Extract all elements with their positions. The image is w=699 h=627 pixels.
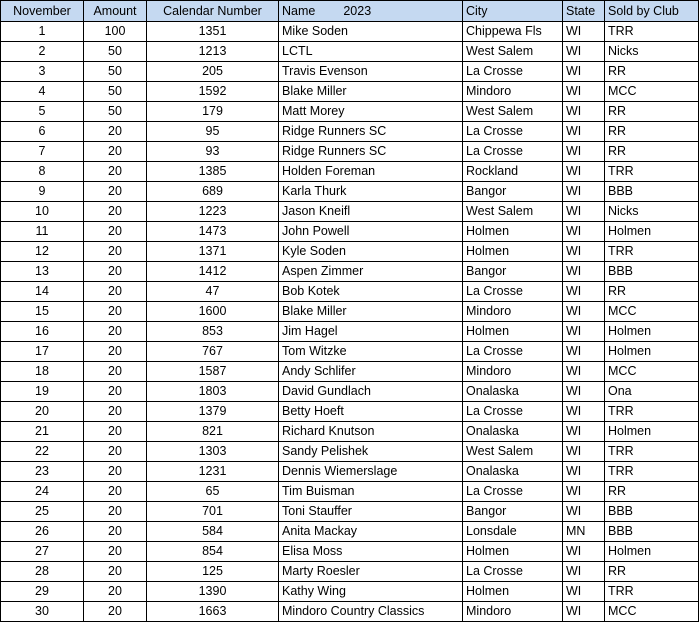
cell-calendar-number: 1371 [147, 242, 279, 262]
cell-calendar-number: 125 [147, 562, 279, 582]
cell-state: WI [563, 282, 605, 302]
cell-amount: 50 [84, 102, 147, 122]
cell-state: WI [563, 202, 605, 222]
table-row [1, 42, 699, 62]
cell-name: Marty Roesler [279, 562, 463, 582]
cell-state: WI [563, 222, 605, 242]
header-state: State [563, 1, 605, 22]
table-row [1, 282, 699, 302]
cell-calendar-number: 821 [147, 422, 279, 442]
cell-name: Tom Witzke [279, 342, 463, 362]
cell-state: WI [563, 122, 605, 142]
cell-name: Richard Knutson [279, 422, 463, 442]
cell-state: WI [563, 82, 605, 102]
cell-sold-by-club: RR [605, 102, 699, 122]
table-row [1, 462, 699, 482]
cell-state: WI [563, 322, 605, 342]
cell-november: 2 [1, 42, 84, 62]
cell-city: Mindoro [463, 82, 563, 102]
table-row [1, 542, 699, 562]
cell-name: Jason Kneifl [279, 202, 463, 222]
cell-city: Bangor [463, 182, 563, 202]
cell-sold-by-club: Nicks [605, 42, 699, 62]
cell-city: Bangor [463, 262, 563, 282]
cell-amount: 20 [84, 542, 147, 562]
cell-calendar-number: 1663 [147, 602, 279, 622]
cell-sold-by-club: TRR [605, 582, 699, 602]
table-row [1, 582, 699, 602]
cell-city: Holmen [463, 582, 563, 602]
cell-calendar-number: 179 [147, 102, 279, 122]
table-row [1, 222, 699, 242]
cell-sold-by-club: BBB [605, 262, 699, 282]
cell-calendar-number: 1223 [147, 202, 279, 222]
cell-sold-by-club: Holmen [605, 422, 699, 442]
cell-city: La Crosse [463, 142, 563, 162]
cell-amount: 20 [84, 422, 147, 442]
cell-november: 22 [1, 442, 84, 462]
cell-city: La Crosse [463, 282, 563, 302]
table-row [1, 62, 699, 82]
cell-calendar-number: 1592 [147, 82, 279, 102]
table-row [1, 82, 699, 102]
cell-city: West Salem [463, 442, 563, 462]
cell-city: Bangor [463, 502, 563, 522]
cell-state: WI [563, 582, 605, 602]
cell-amount: 20 [84, 362, 147, 382]
cell-state: WI [563, 402, 605, 422]
cell-amount: 20 [84, 122, 147, 142]
cell-amount: 20 [84, 442, 147, 462]
table-row [1, 482, 699, 502]
cell-city: La Crosse [463, 562, 563, 582]
cell-state: WI [563, 482, 605, 502]
cell-name: David Gundlach [279, 382, 463, 402]
cell-amount: 20 [84, 342, 147, 362]
cell-sold-by-club: RR [605, 282, 699, 302]
cell-calendar-number: 584 [147, 522, 279, 542]
cell-november: 21 [1, 422, 84, 442]
cell-sold-by-club: Nicks [605, 202, 699, 222]
cell-state: WI [563, 142, 605, 162]
cell-november: 16 [1, 322, 84, 342]
cell-state: WI [563, 542, 605, 562]
cell-november: 18 [1, 362, 84, 382]
cell-city: Holmen [463, 542, 563, 562]
table-row [1, 322, 699, 342]
cell-amount: 20 [84, 322, 147, 342]
header-year-label: 2023 [343, 4, 372, 18]
cell-calendar-number: 689 [147, 182, 279, 202]
cell-city: West Salem [463, 202, 563, 222]
cell-name: Holden Foreman [279, 162, 463, 182]
cell-name: Bob Kotek [279, 282, 463, 302]
cell-state: MN [563, 522, 605, 542]
cell-name: Dennis Wiemerslage [279, 462, 463, 482]
cell-amount: 20 [84, 482, 147, 502]
cell-name: Karla Thurk [279, 182, 463, 202]
cell-amount: 50 [84, 62, 147, 82]
cell-state: WI [563, 422, 605, 442]
cell-city: West Salem [463, 42, 563, 62]
cell-calendar-number: 1600 [147, 302, 279, 322]
cell-november: 26 [1, 522, 84, 542]
cell-name: Toni Stauffer [279, 502, 463, 522]
cell-city: West Salem [463, 102, 563, 122]
cell-state: WI [563, 302, 605, 322]
cell-sold-by-club: MCC [605, 302, 699, 322]
cell-state: WI [563, 562, 605, 582]
cell-name: Anita Mackay [279, 522, 463, 542]
cell-amount: 20 [84, 582, 147, 602]
cell-state: WI [563, 42, 605, 62]
cell-november: 20 [1, 402, 84, 422]
cell-calendar-number: 1473 [147, 222, 279, 242]
cell-sold-by-club: Holmen [605, 342, 699, 362]
cell-state: WI [563, 462, 605, 482]
table-row [1, 362, 699, 382]
cell-name: Ridge Runners SC [279, 142, 463, 162]
cell-november: 10 [1, 202, 84, 222]
cell-calendar-number: 767 [147, 342, 279, 362]
cell-city: Lonsdale [463, 522, 563, 542]
cell-amount: 20 [84, 462, 147, 482]
cell-sold-by-club: TRR [605, 162, 699, 182]
table-row [1, 182, 699, 202]
cell-amount: 20 [84, 222, 147, 242]
cell-november: 27 [1, 542, 84, 562]
cell-amount: 100 [84, 22, 147, 42]
cell-state: WI [563, 442, 605, 462]
table-row [1, 382, 699, 402]
cell-sold-by-club: Ona [605, 382, 699, 402]
table-row [1, 162, 699, 182]
cell-calendar-number: 205 [147, 62, 279, 82]
cell-name: Jim Hagel [279, 322, 463, 342]
cell-name: Blake Miller [279, 302, 463, 322]
cell-calendar-number: 853 [147, 322, 279, 342]
cell-calendar-number: 1231 [147, 462, 279, 482]
cell-amount: 20 [84, 302, 147, 322]
cell-november: 8 [1, 162, 84, 182]
cell-state: WI [563, 62, 605, 82]
table-row [1, 202, 699, 222]
cell-state: WI [563, 602, 605, 622]
header-name-label: Name [282, 4, 316, 18]
cell-name: Travis Evenson [279, 62, 463, 82]
cell-november: 24 [1, 482, 84, 502]
cell-city: Onalaska [463, 382, 563, 402]
cell-amount: 20 [84, 142, 147, 162]
cell-sold-by-club: TRR [605, 402, 699, 422]
cell-amount: 20 [84, 182, 147, 202]
table-row [1, 22, 699, 42]
cell-city: Chippewa Fls [463, 22, 563, 42]
cell-amount: 20 [84, 282, 147, 302]
cell-amount: 20 [84, 402, 147, 422]
cell-amount: 50 [84, 42, 147, 62]
table-row [1, 602, 699, 622]
cell-amount: 20 [84, 602, 147, 622]
cell-city: Mindoro [463, 602, 563, 622]
cell-calendar-number: 93 [147, 142, 279, 162]
cell-sold-by-club: TRR [605, 22, 699, 42]
cell-city: La Crosse [463, 62, 563, 82]
cell-november: 14 [1, 282, 84, 302]
cell-name: Matt Morey [279, 102, 463, 122]
cell-state: WI [563, 362, 605, 382]
cell-name: Ridge Runners SC [279, 122, 463, 142]
table-row [1, 442, 699, 462]
cell-name: Tim Buisman [279, 482, 463, 502]
cell-amount: 50 [84, 82, 147, 102]
cell-calendar-number: 854 [147, 542, 279, 562]
cell-sold-by-club: MCC [605, 602, 699, 622]
cell-calendar-number: 1803 [147, 382, 279, 402]
cell-november: 30 [1, 602, 84, 622]
cell-november: 12 [1, 242, 84, 262]
cell-name: John Powell [279, 222, 463, 242]
table-row [1, 142, 699, 162]
cell-sold-by-club: RR [605, 482, 699, 502]
table-row [1, 422, 699, 442]
cell-city: Onalaska [463, 462, 563, 482]
cell-sold-by-club: TRR [605, 462, 699, 482]
cell-name: Mindoro Country Classics [279, 602, 463, 622]
cell-sold-by-club: RR [605, 122, 699, 142]
cell-sold-by-club: BBB [605, 502, 699, 522]
cell-name: Kyle Soden [279, 242, 463, 262]
cell-name: Sandy Pelishek [279, 442, 463, 462]
cell-sold-by-club: TRR [605, 242, 699, 262]
header-row [1, 1, 699, 22]
cell-amount: 20 [84, 162, 147, 182]
cell-calendar-number: 1303 [147, 442, 279, 462]
cell-sold-by-club: RR [605, 142, 699, 162]
cell-calendar-number: 1385 [147, 162, 279, 182]
cell-name: Kathy Wing [279, 582, 463, 602]
cell-sold-by-club: RR [605, 62, 699, 82]
header-name [279, 1, 463, 22]
cell-november: 15 [1, 302, 84, 322]
header-amount: Amount [84, 1, 147, 22]
cell-november: 23 [1, 462, 84, 482]
cell-calendar-number: 1351 [147, 22, 279, 42]
header-calendar-number: Calendar Number [147, 1, 279, 22]
cell-amount: 20 [84, 522, 147, 542]
cell-name: Elisa Moss [279, 542, 463, 562]
cell-sold-by-club: MCC [605, 82, 699, 102]
cell-calendar-number: 1412 [147, 262, 279, 282]
header-sold-by-club: Sold by Club [605, 1, 699, 22]
cell-november: 25 [1, 502, 84, 522]
cell-calendar-number: 1587 [147, 362, 279, 382]
cell-november: 7 [1, 142, 84, 162]
cell-november: 6 [1, 122, 84, 142]
table-row [1, 342, 699, 362]
cell-calendar-number: 47 [147, 282, 279, 302]
cell-state: WI [563, 162, 605, 182]
cell-november: 4 [1, 82, 84, 102]
table-row [1, 522, 699, 542]
cell-name: Betty Hoeft [279, 402, 463, 422]
cell-november: 11 [1, 222, 84, 242]
cell-city: La Crosse [463, 482, 563, 502]
cell-november: 28 [1, 562, 84, 582]
cell-state: WI [563, 242, 605, 262]
table-body [1, 22, 699, 622]
cell-sold-by-club: BBB [605, 522, 699, 542]
table-row [1, 242, 699, 262]
cell-name: Mike Soden [279, 22, 463, 42]
table-row [1, 562, 699, 582]
cell-state: WI [563, 382, 605, 402]
cell-state: WI [563, 102, 605, 122]
cell-calendar-number: 1390 [147, 582, 279, 602]
cell-state: WI [563, 262, 605, 282]
cell-sold-by-club: Holmen [605, 222, 699, 242]
cell-name: LCTL [279, 42, 463, 62]
table-row [1, 302, 699, 322]
cell-november: 9 [1, 182, 84, 202]
cell-city: Mindoro [463, 362, 563, 382]
cell-name: Aspen Zimmer [279, 262, 463, 282]
table-row [1, 122, 699, 142]
cell-sold-by-club: Holmen [605, 322, 699, 342]
cell-calendar-number: 1213 [147, 42, 279, 62]
cell-sold-by-club: BBB [605, 182, 699, 202]
cell-city: Onalaska [463, 422, 563, 442]
cell-amount: 20 [84, 562, 147, 582]
cell-sold-by-club: TRR [605, 442, 699, 462]
cell-city: La Crosse [463, 342, 563, 362]
cell-november: 19 [1, 382, 84, 402]
cell-state: WI [563, 22, 605, 42]
cell-sold-by-club: MCC [605, 362, 699, 382]
header-november: November [1, 1, 84, 22]
cell-november: 29 [1, 582, 84, 602]
cell-city: Rockland [463, 162, 563, 182]
cell-november: 5 [1, 102, 84, 122]
cell-state: WI [563, 342, 605, 362]
cell-sold-by-club: Holmen [605, 542, 699, 562]
table-row [1, 262, 699, 282]
cell-state: WI [563, 182, 605, 202]
cell-city: La Crosse [463, 402, 563, 422]
cell-amount: 20 [84, 382, 147, 402]
cell-november: 1 [1, 22, 84, 42]
cell-november: 3 [1, 62, 84, 82]
cell-amount: 20 [84, 202, 147, 222]
cell-state: WI [563, 502, 605, 522]
cell-city: Holmen [463, 222, 563, 242]
cell-calendar-number: 95 [147, 122, 279, 142]
cell-city: Holmen [463, 242, 563, 262]
cell-november: 13 [1, 262, 84, 282]
cell-sold-by-club: RR [605, 562, 699, 582]
cell-calendar-number: 701 [147, 502, 279, 522]
cell-name: Blake Miller [279, 82, 463, 102]
cell-november: 17 [1, 342, 84, 362]
table-row [1, 402, 699, 422]
cell-amount: 20 [84, 242, 147, 262]
cell-city: Mindoro [463, 302, 563, 322]
cell-city: La Crosse [463, 122, 563, 142]
cell-amount: 20 [84, 502, 147, 522]
cell-calendar-number: 65 [147, 482, 279, 502]
cell-name: Andy Schlifer [279, 362, 463, 382]
table-row [1, 102, 699, 122]
cell-city: Holmen [463, 322, 563, 342]
table-row [1, 502, 699, 522]
header-city: City [463, 1, 563, 22]
cell-calendar-number: 1379 [147, 402, 279, 422]
cell-amount: 20 [84, 262, 147, 282]
